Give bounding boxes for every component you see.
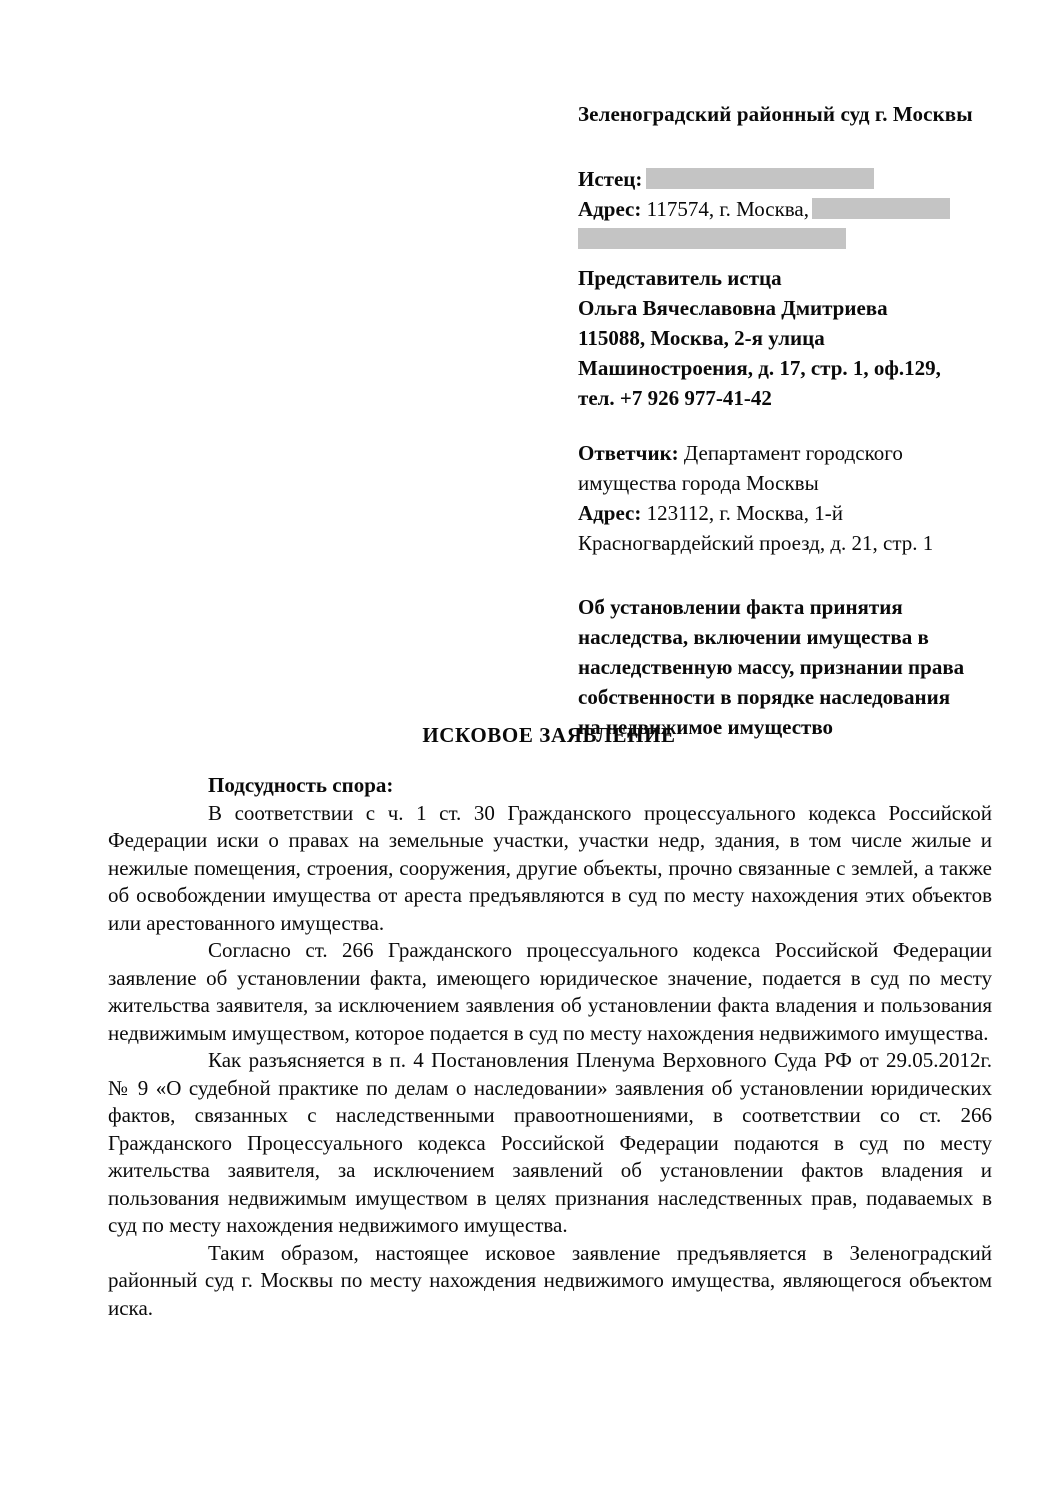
respondent-address-part-1: 123112, г. Москва, 1-й bbox=[646, 501, 843, 525]
redaction-plaintiff-name bbox=[646, 168, 874, 189]
respondent-block bbox=[578, 438, 990, 558]
respondent-label: Ответчик: bbox=[578, 441, 679, 465]
addressee-block bbox=[578, 100, 990, 742]
document-title: ИСКОВОЕ ЗАЯВЛЕНИЕ bbox=[422, 723, 676, 747]
respondent-address-line-2: Красногвардейский проезд, д. 21, стр. 1 bbox=[578, 531, 934, 555]
representative-name: Ольга Вячеславовна Дмитриева bbox=[578, 296, 888, 320]
plaintiff-address-line bbox=[578, 194, 990, 224]
body-paragraph-3: Как разъясняется в п. 4 Постановления Пленума Верховного Суда РФ от 29.05.2012г. № 9 «О судебной практике по делам о наследовании» заявления об установлении юридических фактов, связанных с наследственными правоотношениями, в соответствии со ст. 266 Гражданского Процессуального кодекса Российской Федерации подаются в суд по месту жительства заявителя, за исключением заявлений об установлении фактов владения и пользования недвижимым имуществом в целях признания наследственных прав, подаваемых в суд по месту нахождения недвижимого имущества. bbox=[108, 1048, 992, 1237]
plaintiff-address-visible: 117574, г. Москва, bbox=[646, 197, 809, 221]
plaintiff-line bbox=[578, 164, 990, 194]
plaintiff-label: Истец: bbox=[578, 167, 643, 191]
subject-line-5: на недвижимое имущество bbox=[578, 715, 834, 739]
respondent-name-line-1 bbox=[578, 438, 990, 468]
representative-block bbox=[578, 263, 990, 413]
document-body bbox=[108, 772, 992, 1322]
body-paragraph-4: Таким образом, настоящее исковое заявление предъявляется в Зеленоградский районный суд г. Москвы по месту нахождения недвижимого имущества, являющегося объектом иска. bbox=[108, 1240, 992, 1320]
representative-address-line-1: 115088, Москва, 2-я улица bbox=[578, 326, 825, 350]
plaintiff-address-label: Адрес: bbox=[578, 197, 642, 221]
subject-line-3: наследственную массу, признании права bbox=[578, 655, 965, 679]
subject-line-4: собственности в порядке наследования bbox=[578, 685, 951, 709]
subject-block bbox=[578, 592, 998, 742]
court-name: Зеленоградский районный суд г. Москвы bbox=[578, 102, 973, 126]
respondent-address-label: Адрес: bbox=[578, 501, 642, 525]
redaction-plaintiff-address-continuation bbox=[578, 228, 846, 249]
respondent-address-line-1 bbox=[578, 498, 990, 528]
body-paragraph-1: В соответствии с ч. 1 ст. 30 Гражданского процессуального кодекса Российской Федерации иски о правах на земельные участки, участки недр, здания, в том числе жилые и нежилые помещения, строения, сооружения, другие объекты, прочно связанные с землей, а также об освобождении имущества от ареста предъявляются в суд по месту нахождения этих объектов или арестованного имущества. bbox=[108, 800, 992, 935]
redaction-plaintiff-address-tail bbox=[812, 198, 950, 219]
section-heading-jurisdiction: Подсудность спора: bbox=[208, 773, 394, 797]
representative-label: Представитель истца bbox=[578, 266, 782, 290]
respondent-name-part-1: Департамент городского bbox=[683, 441, 903, 465]
body-paragraph-2: Согласно ст. 266 Гражданского процессуального кодекса Российской Федерации заявление об установлении факта, имеющего юридическое значение, подается в суд по месту жительства заявителя, за исключением заявления об установлении факта владения и пользования недвижимым имуществом, которое подается в суд по месту нахождения недвижимого имущества. bbox=[108, 938, 992, 1045]
respondent-name-line-2: имущества города Москвы bbox=[578, 471, 819, 495]
subject-line-1: Об установлении факта принятия bbox=[578, 595, 903, 619]
subject-line-2: наследства, включении имущества в bbox=[578, 625, 929, 649]
representative-address-line-2: Машиностроения, д. 17, стр. 1, оф.129, bbox=[578, 356, 941, 380]
plaintiff-address-continuation bbox=[578, 224, 990, 254]
representative-phone: тел. +7 926 977-41-42 bbox=[578, 386, 772, 410]
